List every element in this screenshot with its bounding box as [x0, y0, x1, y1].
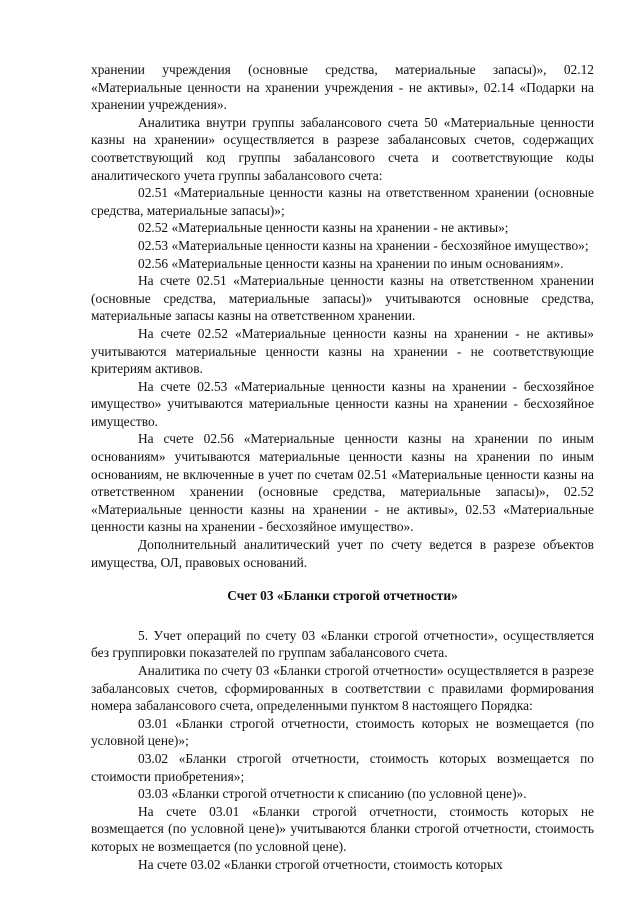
paragraph: 5. Учет операций по счету 03 «Бланки строгой отчетности», осуществляется без группировки показателей по группам забалансового счета. — [91, 627, 594, 661]
list-item: 02.53 «Материальные ценности казны на хранении - бесхозяйное имущество»; — [138, 237, 589, 253]
paragraph: На счете 02.56 «Материальные ценности казны на хранении по иным основаниям» учитываются материальные ценности казны на хранении по иным основаниям, не включенные в учет по счетам 02.51 «Материальные ценности казны на ответственном хранении (основные средства, материальные запасы)», 02.52 «Материальные ценности казны на хранении - не активы», 02.53 «Материальные ценности казны на хранении - бесхозяйное имущество». — [91, 431, 594, 535]
paragraph: На счете 02.53 «Материальные ценности казны на хранении - бесхозяйное имущество» учитываются материальные ценности казны на хранении - бесхозяйное имущество. — [91, 378, 594, 429]
paragraph: Дополнительный аналитический учет по счету ведется в разрезе объектов имущества, ОЛ, правовых оснований. — [91, 537, 594, 570]
list-item: 03.01 «Бланки строгой отчетности, стоимость которых не возмещается (по условной цене)»; — [91, 715, 594, 749]
paragraph: хранении учреждения (основные средства, материальные запасы)», 02.12 «Материальные ценности на хранении учреждения - не активы», 02.14 «Подарки на хранении учреждения». — [91, 62, 594, 113]
section-heading: Счет 03 «Бланки строгой отчетности» — [227, 588, 458, 604]
paragraph: На счете 02.52 «Материальные ценности казны на хранении - не активы» учитываются материальные ценности казны на хранении - не соответствующие критериям активов. — [91, 325, 594, 377]
document-body — [91, 61, 594, 873]
list-item: 03.02 «Бланки строгой отчетности, стоимость которых возмещается по стоимости приобретения»; — [91, 750, 594, 784]
paragraph: Аналитика по счету 03 «Бланки строгой отчетности» осуществляется в разрезе забалансовых счетов, сформированных в соответствии с правилами формирования номера забалансового счета, определенными пунктом 8 настоящего Порядка: — [91, 663, 594, 714]
list-item: 02.51 «Материальные ценности казны на ответственном хранении (основные средства, материальные запасы)»; — [91, 185, 594, 218]
paragraph: На счете 03.01 «Бланки строгой отчетности, стоимость которых не возмещается (по условной цене)» учитываются бланки строгой отчетности, стоимость которых не возмещается (по условной цене). — [91, 803, 594, 854]
paragraph: На счете 02.51 «Материальные ценности казны на ответственном хранении (основные средства, материальные запасы)» учитываются основные средства, материальные запасы казны на ответственном хранении. — [91, 273, 594, 324]
paragraph: На счете 03.02 «Бланки строгой отчетности, стоимость которых — [138, 856, 503, 872]
list-item: 02.56 «Материальные ценности казны на хранении по иным основаниям». — [138, 255, 564, 271]
paragraph: Аналитика внутри группы забалансового счета 50 «Материальные ценности казны на хранении» осуществляется в разрезе забалансовых счетов, содержащих соответствующий код группы забалансового счета и соответствующие коды аналитического учета группы забалансового счета: — [91, 114, 594, 183]
list-item: 03.03 «Бланки строгой отчетности к списанию (по условной цене)». — [138, 786, 527, 802]
list-item: 02.52 «Материальные ценности казны на хранении - не активы»; — [138, 220, 509, 236]
